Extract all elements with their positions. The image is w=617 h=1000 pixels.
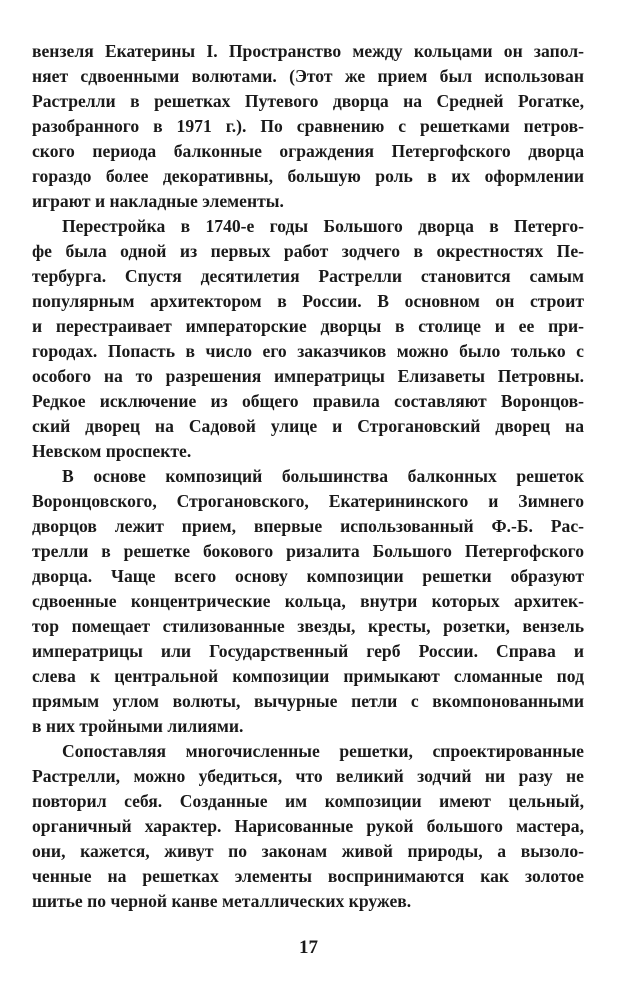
text-line: тор помещает стилизованные звезды, кресты, розетки, вензель [32,616,584,636]
page-number: 17 [299,937,318,958]
text-line: слева к центральной композиции примыкают сломанные под [32,666,584,686]
page-body [32,39,584,914]
text-line: Растрелли, можно убедиться, что великий зодчий ни разу не [32,766,584,786]
text-line: дворца. Чаще всего основу композиции решетки образуют [32,566,584,586]
text-line: популярным архитектором в России. В основном он строит [32,291,584,311]
paragraph [32,214,584,464]
text-line: Перестройка в 1740-е годы Большого дворца в Петерго- [62,216,584,236]
text-line: Редкое исключение из общего правила составляют Воронцов- [32,391,584,411]
text-line: они, кажется, живут по законам живой природы, а вызоло- [32,841,584,861]
text-line: В основе композиций большинства балконных решеток [62,466,584,486]
text-line: сдвоенные концентрические кольца, внутри которых архитек- [32,591,584,611]
text-line: шитье по черной канве металлических кружев. [32,891,412,911]
text-line: Сопоставляя многочисленные решетки, спроектированные [62,741,584,761]
text-line: ский дворец на Садовой улице и Строгановский дворец на [32,416,584,436]
text-line: в них тройными лилиями. [32,716,244,736]
text-line: повторил себя. Созданные им композиции имеют цельный, [32,791,584,811]
text-line: играют и накладные элементы. [32,191,284,211]
text-line: гораздо более декоративны, большую роль в их оформлении [32,166,584,186]
text-line: императрицы или Государственный герб России. Справа и [32,641,584,661]
text-line: разобранного в 1971 г.). По сравнению с решетками петров- [32,116,584,136]
text-line: фе была одной из первых работ зодчего в окрестностях Пе- [32,241,584,261]
paragraph [32,464,584,739]
text-line: Невском проспекте. [32,441,192,461]
text-line: и перестраивает императорские дворцы в столице и ее при- [32,316,584,336]
text-line: ченные на решетках элементы воспринимаются как золотое [32,866,584,886]
text-line: особого на то разрешения императрицы Елизаветы Петровны. [32,366,584,386]
text-line: трелли в решетке бокового ризалита Большого Петергофского [32,541,584,561]
paragraph [32,39,584,214]
text-line: дворцов лежит прием, впервые использованный Ф.-Б. Рас- [32,516,584,536]
text-line: органичный характер. Нарисованные рукой большого мастера, [32,816,584,836]
text-line: няет сдвоенными волютами. (Этот же прием был использован [32,66,584,86]
text-line: вензеля Екатерины I. Пространство между кольцами он запол- [32,41,584,61]
text-line: тербурга. Спустя десятилетия Растрелли становится самым [32,266,584,286]
text-line: Растрелли в решетках Путевого дворца на Средней Рогатке, [32,91,584,111]
text-line: Воронцовского, Строгановского, Екатерининского и Зимнего [32,491,584,511]
text-line: прямым углом волюты, вычурные петли с вкомпонованными [32,691,584,711]
text-line: ского периода балконные ограждения Петергофского дворца [32,141,584,161]
text-line: городах. Попасть в число его заказчиков можно было только с [32,341,584,361]
paragraph [32,739,584,914]
